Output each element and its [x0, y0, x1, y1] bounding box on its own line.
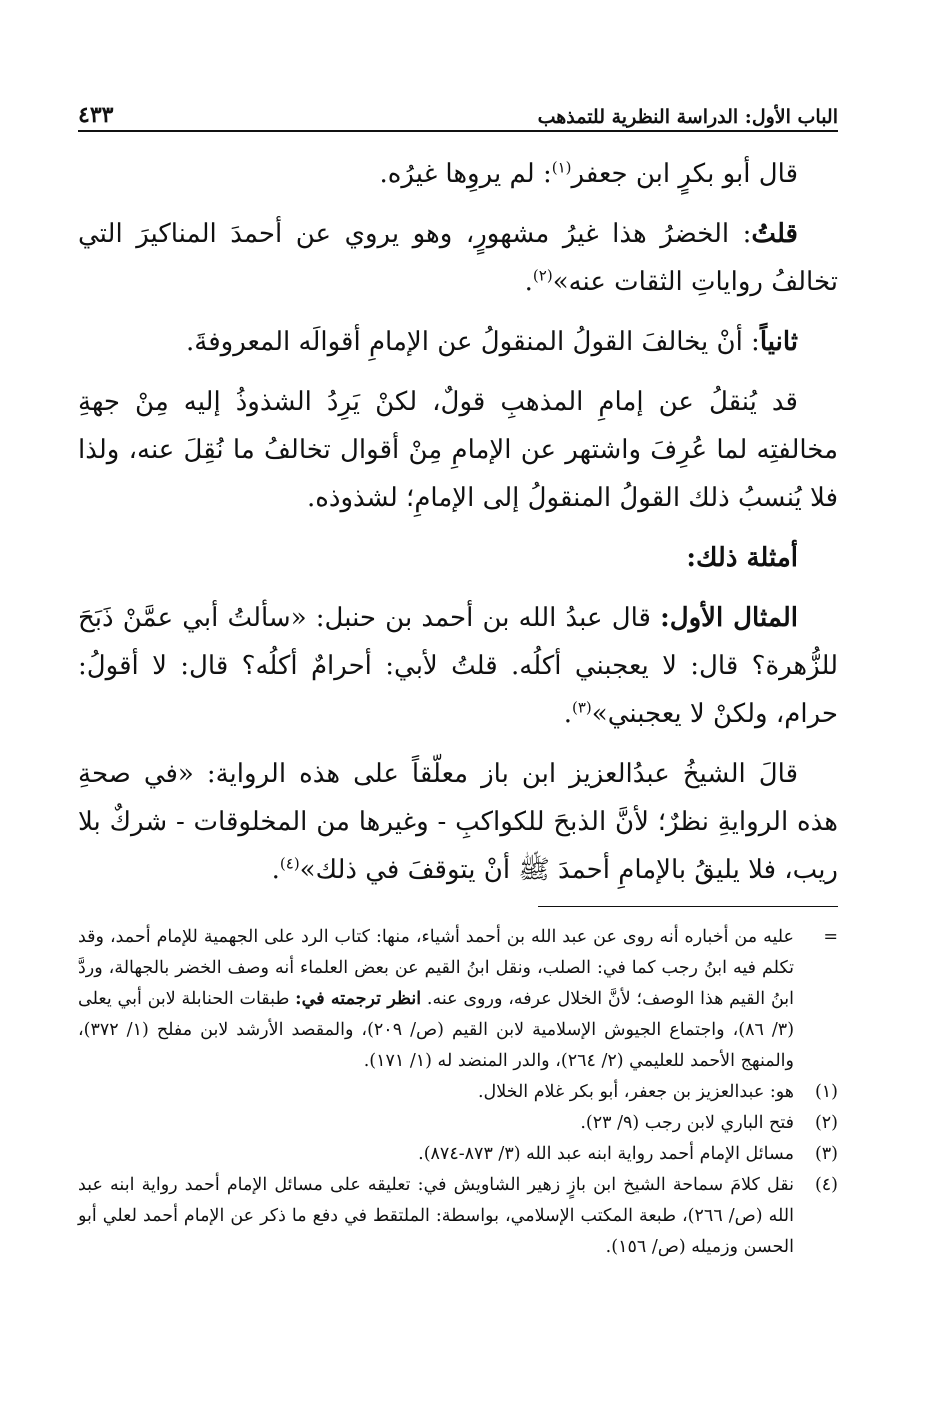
paragraph-2-text: : الخضرُ هذا غيرُ مشهورٍ، وهو يروي عن أحمدَ المناكيرَ التي تخالفُ رواياتِ الثقات عنه»	[78, 219, 838, 297]
paragraph-4	[78, 378, 838, 522]
paragraph-7-tail: .	[271, 855, 280, 885]
paragraph-1-text: قال أبو بكرٍ ابن جعفر	[571, 159, 798, 189]
paragraph-7	[78, 750, 838, 894]
footnote-text	[78, 922, 794, 1077]
footnote-separator	[538, 906, 838, 907]
footnote-mark: =	[823, 927, 838, 947]
paragraph-3-text: : أنْ يخالفَ القولُ المنقولُ عن الإمامِ أقوالَه المعروفةَ.	[186, 327, 760, 357]
footnote-mark: (٣)	[814, 1144, 838, 1164]
page	[78, 96, 838, 906]
footnote-text: هو: عبدالعزيز بن جعفر، أبو بكر غلام الخلال.	[477, 1082, 794, 1102]
footnote-ref-4: (٤)	[279, 854, 300, 873]
paragraph-6-text: قال عبدُ الله بن أحمد بن حنبل: «سألتُ أبي عمَّنْ ذَبَحَ للزُّهرة؟ قال: لا يعجبني أكلُه. قلتُ لأبي: أحرامٌ أكلُه؟ قال: لا أقولُ: حرام، ولكنْ لا يعجبني»	[78, 603, 838, 729]
footnotes	[78, 906, 838, 1263]
paragraph-6-lead: المثال الأول:	[660, 603, 799, 633]
paragraph-2	[78, 210, 838, 306]
footnote-text: نقل كلامَ سماحة الشيخ ابن بازٍ زهير الشاويش في: تعليقه على مسائل الإمام أحمد رواية ابنه عبد الله (ص/ ٢٦٦)، طبعة المكتب الإسلامي، بواسطة: الملتقط في دفع ما ذكر عن الإمام أحمد لعلي أبو الحسن وزميله (ص/ ١٥٦).	[78, 1175, 794, 1257]
paragraph-1-tail: : لم يروِها غيرُه.	[379, 159, 552, 189]
footnote-1	[78, 1077, 838, 1108]
footnote-2	[78, 1108, 838, 1139]
footnote-text: فتح الباري لابن رجب (٩/ ٢٣).	[580, 1113, 794, 1133]
footnote-ref-2: (٢)	[532, 266, 553, 285]
examples-heading: أمثلة ذلك:	[686, 543, 798, 573]
paragraph-2-tail: .	[524, 267, 533, 297]
page-header	[78, 96, 838, 132]
paragraph-3-lead: ثانياً	[759, 327, 798, 357]
paragraph-2-lead: قلتُ	[751, 219, 798, 249]
page-number: ٤٣٣	[78, 102, 114, 128]
footnote-ref-3: (٣)	[572, 698, 592, 717]
footnote-4	[78, 1170, 838, 1263]
footnote-list	[78, 906, 838, 1263]
paragraph-3	[78, 318, 838, 366]
footnote-text-bold: انظر ترجمته في:	[295, 989, 422, 1009]
footnote-ref-1: (١)	[551, 158, 572, 177]
paragraph-1	[78, 150, 838, 198]
paragraph-7-text: قالَ الشيخُ عبدُالعزيز ابن باز معلّقاً على هذه الرواية: «في صحةِ هذه الروايةِ نظرٌ؛ لأنَّ الذبحَ للكواكبِ - وغيرها من المخلوقات - شركٌ بلا ريب، فلا يليقُ بالإمامِ أحمدَ ﷺ أنْ يتوقفَ في ذلك»	[78, 759, 838, 885]
footnote-mark: (١)	[814, 1082, 838, 1102]
footnote-text-b: طبقات الحنابلة لابن أبي يعلى (٣/ ٨٦)، واجتماع الجيوش الإسلامية لابن القيم (ص/ ٢٠٩)، والمقصد الأرشد لابن مفلح (١/ ٣٧٢)، والمنهج الأحمد للعليمي (٢/ ٢٦٤)، والدر المنضد له (١/ ١٧١).	[78, 989, 795, 1071]
footnote-mark: (٤)	[814, 1175, 838, 1195]
paragraph-4-text: قد يُنقلُ عن إمامِ المذهبِ قولٌ، لكنْ يَرِدُ الشذوذُ إليه مِنْ جهةِ مخالفتِه لما عُرِفَ واشتهر عن الإمامِ مِنْ أقوال تخالفُ ما نُقِلَ عنه، ولذا فلا يُنسبُ ذلك القولُ المنقولُ إلى الإمامِ؛ لشذوذه.	[78, 387, 838, 513]
running-title: الباب الأول: الدراسة النظرية للتمذهب	[537, 106, 838, 128]
footnote-continued	[78, 922, 838, 1077]
footnote-3	[78, 1139, 838, 1170]
paragraph-6-tail: .	[563, 699, 572, 729]
main-text	[78, 150, 838, 894]
footnote-text-a: عليه من أخباره أنه روى عن عبد الله بن أحمد أشياء، منها: كتاب الرد على الجهمية للإمام أحمد، وقد تكلم فيه ابنُ رجب كما في: الصلب، ونقل ابنُ القيم عن بعض العلماء أنه وصف الخضر بالجهالة، وردَّ ابنُ القيم هذا الوصف؛ لأنَّ الخلال عرفه، وروى عنه.	[78, 927, 795, 1009]
paragraph-6	[78, 594, 838, 738]
footnote-mark: (٢)	[814, 1113, 838, 1133]
footnote-text: مسائل الإمام أحمد رواية ابنه عبد الله (٣/ ٨٧٣-٨٧٤).	[418, 1144, 794, 1164]
